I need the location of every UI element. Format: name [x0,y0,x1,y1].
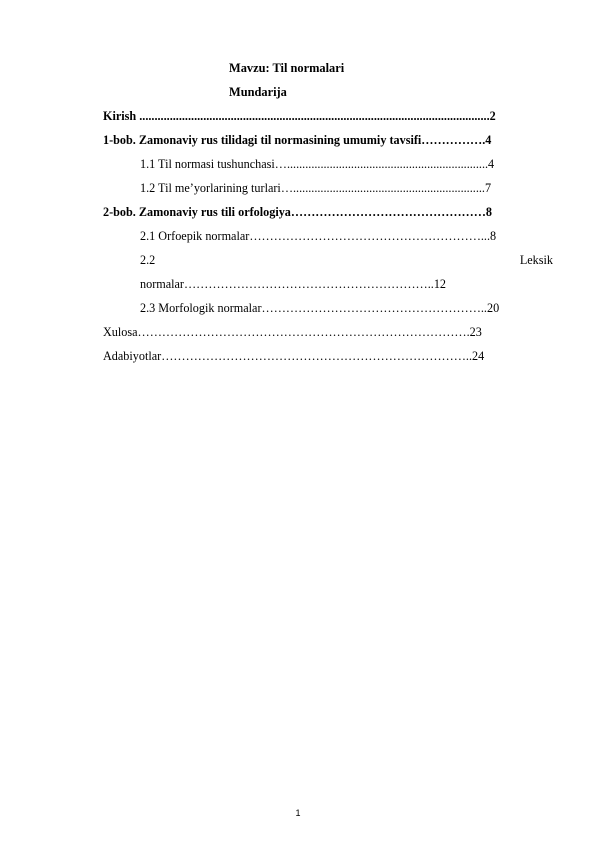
page-number: 1 [295,808,301,818]
toc-entry-2-2-continued: normalar……………………………………………………..12 [140,277,447,291]
toc-entry-adabiyotlar: Adabiyotlar…………………………………………………………………..24 [103,349,485,363]
toc-entry-1-1: 1.1 Til normasi tushunchasi…..................................................................4 [140,157,495,171]
toc-entry-kirish: Kirish ...................................................................................................................2 [103,109,496,123]
toc-entry-chapter-1: 1-bob. Zamonaviy rus tilidagi til normasining umumiy tavsifi…………….4 [103,133,492,147]
toc-entry-2-1: 2.1 Orfoepik normalar…………………………………………………...8 [140,229,497,243]
toc-entry-chapter-2: 2-bob. Zamonaviy rus tili orfologiya…………………………………………8 [103,205,492,219]
toc-entry-xulosa: Xulosa……………………………………………………………………….23 [103,325,482,339]
toc-entry-2-2 [140,252,553,268]
toc-entry-2-3: 2.3 Morfologik normalar………………………………………………..20 [140,301,500,315]
toc-entry-2-2-word: Leksik [519,253,553,267]
document-heading: Mavzu: Til normalari [229,61,345,75]
contents-title: Mundarija [229,85,287,99]
toc-entry-1-2: 1.2 Til me’yorlarining turlari…...............................................................7 [140,181,492,195]
toc-entry-2-2-number: 2.2 [140,253,156,267]
